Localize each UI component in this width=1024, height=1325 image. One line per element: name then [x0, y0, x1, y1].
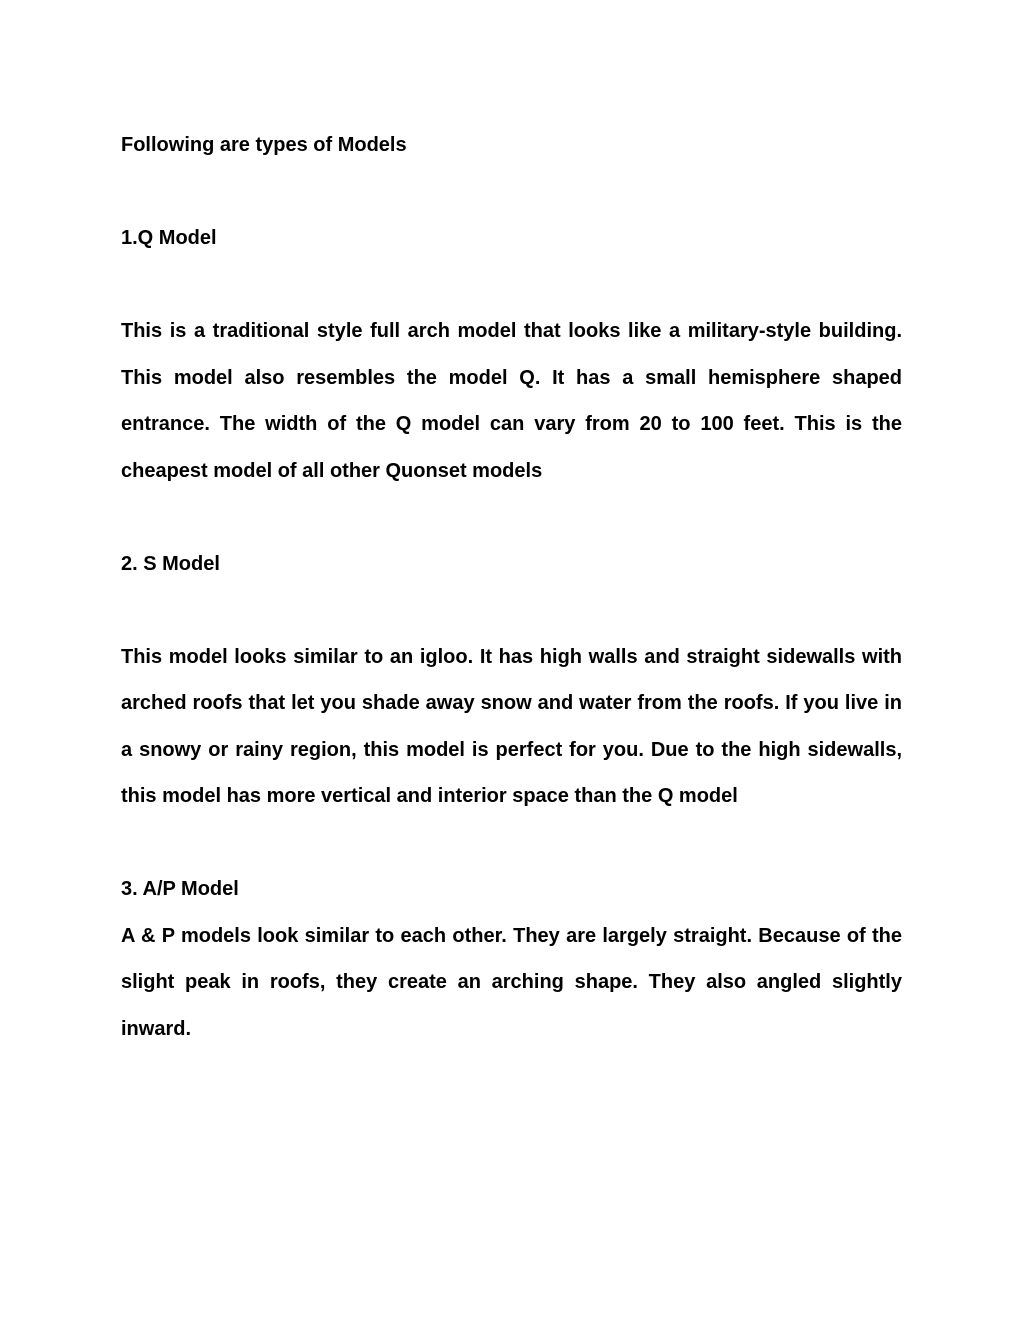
spacer [121, 494, 902, 541]
spacer [121, 169, 902, 216]
document-content [121, 122, 902, 1052]
section-body-q-model: This is a traditional style full arch model that looks like a military-style building. This model also resembles the model Q. It has a small hemisphere shaped entrance. The width of the Q model can vary from 20 to 100 feet. This is the cheapest model of all other Quonset models [121, 320, 902, 482]
section-body-ap-model: A & P models look similar to each other. They are largely straight. Because of the slight peak in roofs, they create an arching shape. They also angled slightly inward. [121, 924, 902, 1040]
section-heading-q-model: 1.Q Model [121, 227, 217, 249]
section-heading-ap-model: 3. A/P Model [121, 878, 239, 900]
spacer [121, 820, 902, 867]
section-body-s-model: This model looks similar to an igloo. It has high walls and straight sidewalls with arched roofs that let you shade away snow and water from the roofs. If you live in a snowy or rainy region, this model is perfect for you. Due to the high sidewalls, this model has more vertical and interior space than the Q model [121, 645, 902, 807]
spacer [121, 587, 902, 634]
intro-text: Following are types of Models [121, 134, 407, 156]
section-heading-s-model: 2. S Model [121, 552, 220, 575]
spacer [121, 262, 902, 309]
